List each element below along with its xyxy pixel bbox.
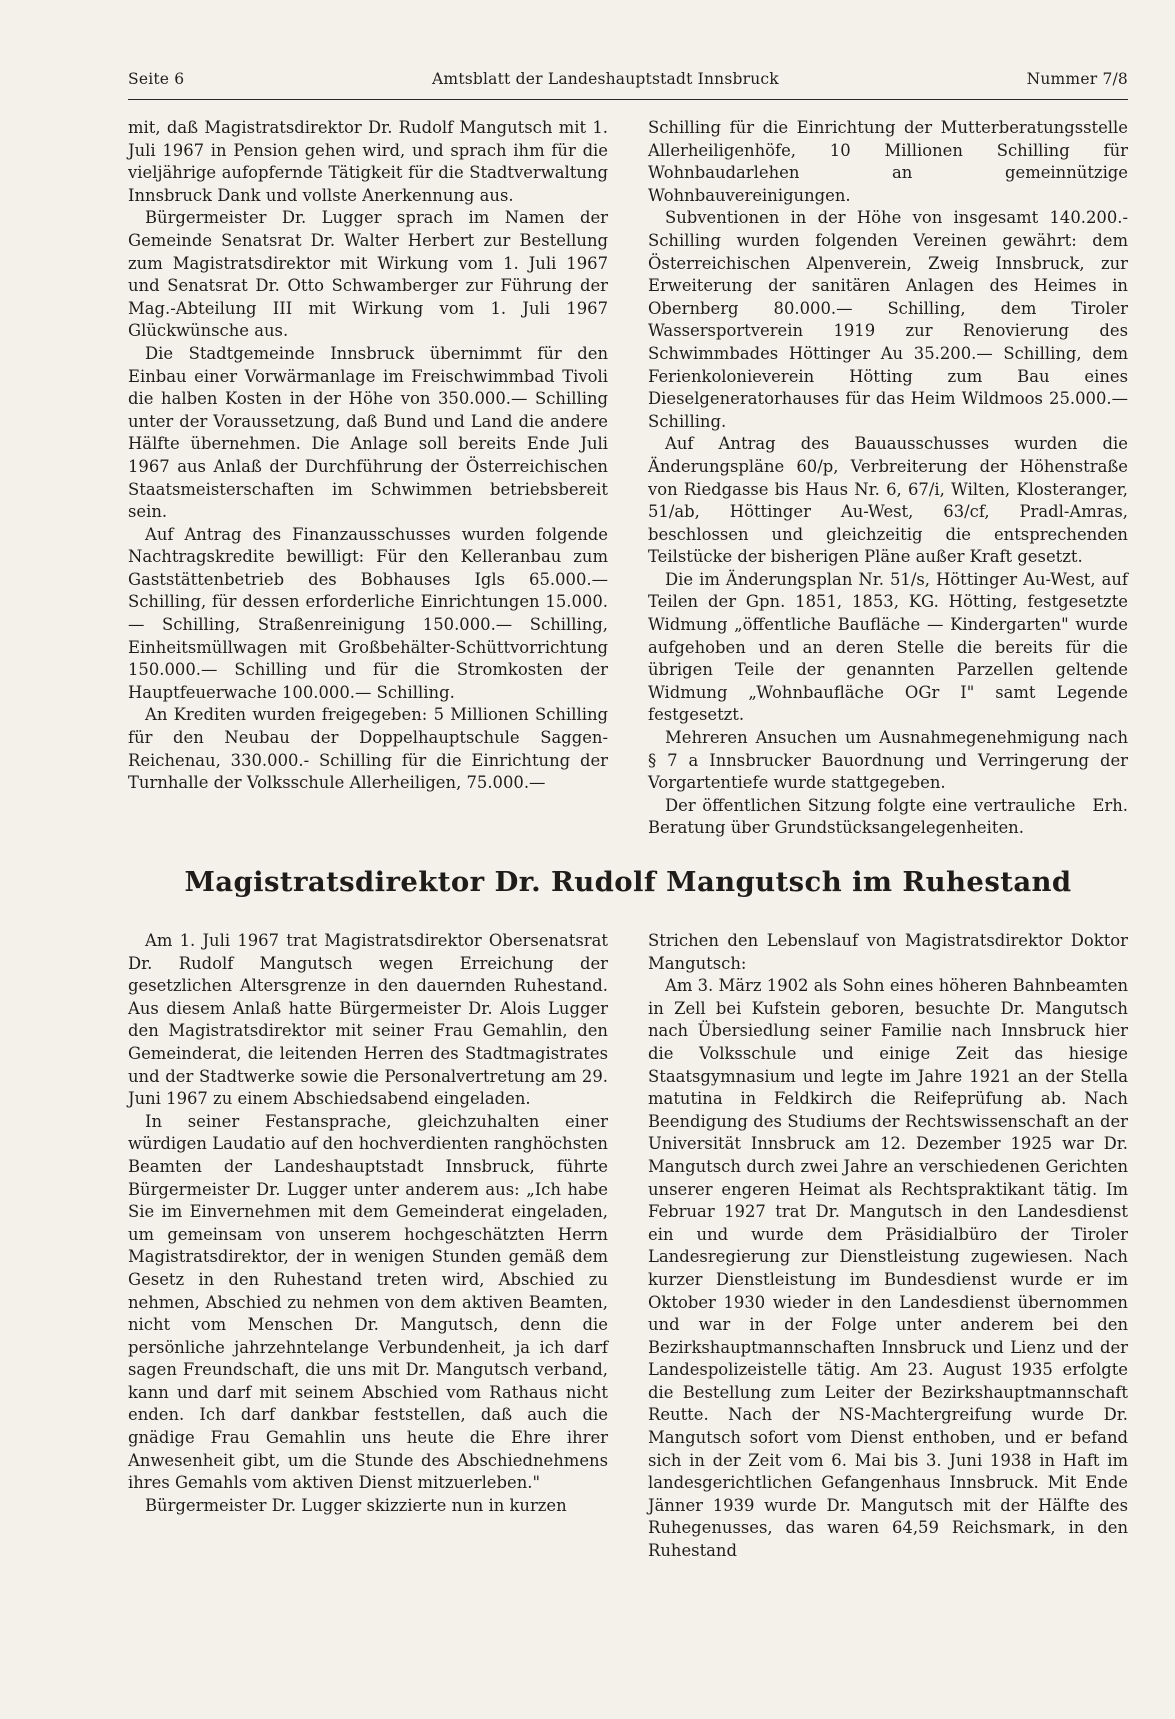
closing-paragraph [648, 795, 1128, 840]
article-left-column [128, 930, 608, 1563]
author-signature: Erh. [1092, 795, 1128, 815]
article-body [128, 930, 1128, 1563]
issue-number: Nummer 7/8 [1026, 70, 1128, 88]
article-paragraph: Strichen den Lebenslauf von Magistratsdirektor Doktor Mangutsch: [648, 931, 1128, 973]
report-paragraph: Schilling für die Einrichtung der Mutterberatungsstelle Allerheiligenhöfe, 10 Millionen Schilling für Wohnbaudarlehen an gemeinnützige Wohnbauvereinigungen. [648, 118, 1128, 205]
report-paragraph: Auf Antrag des Finanzausschusses wurden folgende Nachtragskredite bewilligt: Für den Kelleranbau zum Gaststättenbetrieb des Bobhauses Igls 65.000.— Schilling, für dessen erforderliche Einrichtungen 15.000.— Schilling, Straßenreinigung 150.000.— Schilling, Einheitsmüllwagen mit Großbehälter-Schüttvorrichtung 150.000.— Schilling und für die Stromkosten der Hauptfeuerwache 100.000.— Schilling. [128, 524, 608, 702]
article-paragraph: Am 1. Juli 1967 trat Magistratsdirektor Obersenatsrat Dr. Rudolf Mangutsch wegen Erreichung der gesetzlichen Altersgrenze in den dauernden Ruhestand. Aus diesem Anlaß hatte Bürgermeister Dr. Alois Lugger den Magistratsdirektor mit seiner Frau Gemahlin, den Gemeinderat, die leitenden Herren des Stadtmagistrates und der Stadtwerke sowie die Personalvertretung am 29. Juni 1967 zu einem Abschiedsabend eingeladen. [128, 931, 608, 1109]
article-paragraph: Am 3. März 1902 als Sohn eines höheren Bahnbeamten in Zell bei Kufstein geboren, besuchte Dr. Mangutsch nach Übersiedlung seiner Familie nach Innsbruck hier die Volksschule und einige Zeit das hiesige Staatsgymnasium und legte im Jahre 1921 an der Stella matutina in Feldkirch die Reifeprüfung ab. Nach Beendigung des Studiums der Rechtswissenschaft an der Universität Innsbruck am 12. Dezember 1925 war Dr. Mangutsch durch zwei Jahre an verschiedenen Gerichten unserer engeren Heimat als Rechtspraktikant tätig. Im Februar 1927 trat Dr. Mangutsch in den Landesdienst ein und wurde dem Präsidialbüro der Tiroler Landesregierung zur Dienstleistung zugewiesen. Nach kurzer Dienstleistung im Bundesdienst wurde er im Oktober 1930 wieder in den Landesdienst übernommen und war in der Folge unter anderem bei den Bezirkshauptmannschaften Innsbruck und Lienz und der Landespolizeistelle tätig. Am 23. August 1935 erfolgte die Bestellung zum Leiter der Bezirkshauptmannschaft Reutte. Nach der NS-Machtergreifung wurde Dr. Mangutsch sofort vom Dienst enthoben, und er befand sich in der Zeit vom 6. Mai bis 3. Juni 1938 in Haft im landesgerichtlichen Gefangenhaus Innsbruck. Mit Ende Jänner 1939 wurde Dr. Mangutsch mit der Hälfte des Ruhegenusses, das waren 64,59 Reichsmark, in den Ruhestand [648, 976, 1128, 1561]
article-paragraph: Bürgermeister Dr. Lugger skizzierte nun in kurzen [145, 1495, 567, 1515]
report-paragraph: Die im Änderungsplan Nr. 51/s, Höttinger Au-West, auf Teilen der Gpn. 1851, 1853, KG. Hötting, festgesetzte Widmung „öffentliche Baufläche — Kindergarten" wurde aufgehoben und an deren Stelle die bereits für die übrigen Teile der genannten Parzellen geltende Widmung „Wohnbaufläche OGr I" samt Legende festgesetzt. [648, 569, 1128, 725]
report-paragraph: mit, daß Magistratsdirektor Dr. Rudolf Mangutsch mit 1. Juli 1967 in Pension gehen wird, und sprach ihm für die vieljährige aufopfernde Tätigkeit für die Stadtverwaltung Innsbruck Dank und vollste Anerkennung aus. [128, 118, 608, 205]
report-paragraph: Subventionen in der Höhe von insgesamt 140.200.- Schilling wurden folgenden Vereinen gewährt: dem Österreichischen Alpenverein, Zweig Innsbruck, zur Erweiterung der sanitären Anlagen des Heimes in Obernberg 80.000.— Schilling, dem Tiroler Wassersportverein 1919 zur Renovierung des Schwimmbades Höttinger Au 35.200.— Schilling, dem Ferienkolonieverein Hötting zum Bau eines Dieselgeneratorhauses für das Heim Wildmoos 25.000.— Schilling. [648, 208, 1128, 431]
report-paragraph: An Krediten wurden freigegeben: 5 Millionen Schilling für den Neubau der Doppelhauptschule Saggen-Reichenau, 330.000.- Schilling für die Einrichtung der Turnhalle der Volksschule Allerheiligen, 75.000.— [128, 705, 608, 793]
article-right-column [648, 930, 1128, 1563]
report-right-column [648, 117, 1128, 840]
page-number: Seite 6 [128, 70, 185, 88]
page-header [128, 70, 1128, 88]
header-divider [128, 99, 1128, 100]
article-headline: Magistratsdirektor Dr. Rudolf Mangutsch im Ruhestand [184, 866, 1072, 898]
report-left-column [128, 117, 608, 840]
report-paragraph: Die Stadtgemeinde Innsbruck übernimmt für den Einbau einer Vorwärmanlage im Freischwimmbad Tivoli die halben Kosten in der Höhe von 350.000.— Schilling unter der Voraussetzung, daß Bund und Land die andere Hälfte übernehmen. Die Anlage soll bereits Ende Juli 1967 aus Anlaß der Durchführung der Österreichischen Staatsmeisterschaften im Schwimmen betriebsbereit sein. [128, 343, 608, 522]
report-paragraph: Bürgermeister Dr. Lugger sprach im Namen der Gemeinde Senatsrat Dr. Walter Herbert zur Bestellung zum Magistratsdirektor mit Wirkung vom 1. Juli 1967 und Senatsrat Dr. Otto Schwamberger zur Führung der Mag.-Abteilung III mit Wirkung vom 1. Juli 1967 Glückwünsche aus. [128, 208, 608, 341]
report-paragraph: Mehreren Ansuchen um Ausnahmegenehmigung nach § 7 a Innsbrucker Bauordnung und Verringerung der Vorgartentiefe wurde stattgegeben. [648, 728, 1128, 793]
council-report-section [128, 117, 1128, 840]
closing-text: Der öffentlichen Sitzung folgte eine vertrauliche Beratung über Grundstücksangelegenheiten. [648, 795, 1076, 838]
article-paragraph: In seiner Festansprache, gleichzuhalten einer würdigen Laudatio auf den hochverdienten ranghöchsten Beamten der Landeshauptstadt Innsbruck, führte Bürgermeister Dr. Lugger unter anderem aus: „Ich habe Sie im Einvernehmen mit dem Gemeinderat eingeladen, um gemeinsam von unserem hochgeschätzten Herrn Magistratsdirektor, der in wenigen Stunden gemäß dem Gesetz in den Ruhestand treten wird, Abschied zu nehmen, Abschied zu nehmen von dem aktiven Beamten, nicht vom Menschen Dr. Mangutsch, denn die persönliche jahrzehntelange Verbundenheit, ja ich darf sagen Freundschaft, die uns mit Dr. Mangutsch verband, kann und darf mit seinem Abschied vom Rathaus nicht enden. Ich darf dankbar feststellen, daß auch die gnädige Frau Gemahlin uns heute die Ehre ihrer Anwesenheit gibt, um die Stunde des Abschiednehmens ihres Gemahls vom aktiven Dienst mitzuerleben." [128, 1111, 608, 1493]
report-paragraph: Auf Antrag des Bauausschusses wurden die Änderungspläne 60/p, Verbreiterung der Höhenstraße von Riedgasse bis Haus Nr. 6, 67/i, Wilten, Klosteranger, 51/ab, Höttinger Au-West, 63/cf, Pradl-Amras, beschlossen und gleichzeitig die entsprechenden Teilstücke der bisherigen Pläne außer Kraft gesetzt. [648, 434, 1128, 567]
publication-title: Amtsblatt der Landeshauptstadt Innsbruck [432, 70, 779, 88]
